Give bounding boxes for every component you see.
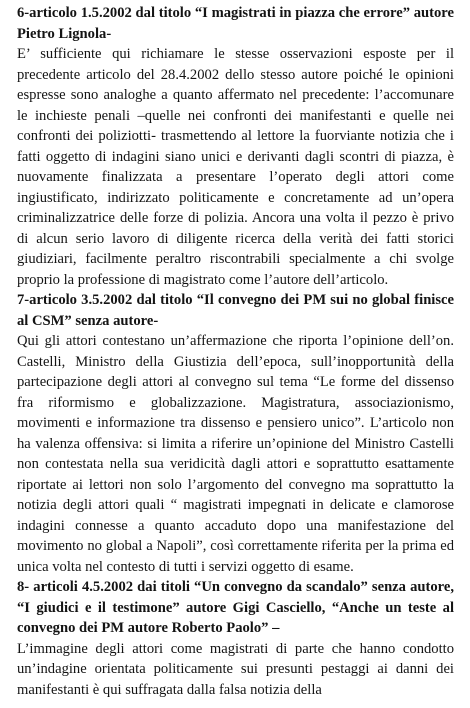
- section-heading: 8- articoli 4.5.2002 dai titoli “Un convegno da scandalo” senza autore, “I giudici e il testimone” autore Gigi Casciello, “Anche un teste al convegno dei PM autore Roberto Paolo” –: [17, 579, 454, 636]
- section-heading: 7-articolo 3.5.2002 dal titolo “Il convegno dei PM sui no global finisce al CSM” senza autore-: [17, 292, 454, 329]
- section-article-6: [17, 3, 454, 290]
- section-article-8: [17, 577, 454, 700]
- section-body: E’ sufficiente qui richiamare le stesse osservazioni esposte per il precedente articolo del 28.4.2002 dello stesso autore poiché le opinioni espresse sono analoghe a quanto affermato nel precedente: l’accomunare le inchieste penali –quelle nei confronti dei manifestanti e quelle nei confronti dei poliziotti- trasmettendo al lettore la fuorviante notizia che i fatti oggetto di indagini siano unici e derivanti dagli scontri di piazza, è nuovamente finalizzata a presentare l’operato degli attori come ingiustificato, indirizzato politicamente e concretamente ad un’opera criminalizzatrice delle forze di polizia. Ancora una volta il pezzo è privo di alcun serio lavoro di diligente ricerca della verità dei fatti storici giudiziari, facilmente peraltro riscontrabili specialmente a chi svolge proprio la professione di magistrato come l’autore dell’articolo.: [17, 46, 454, 288]
- section-body: Qui gli attori contestano un’affermazione che riporta l’opinione dell’on. Castelli, Ministro della Giustizia dell’epoca, sull’inopportunità della partecipazione degli attori al convegno sul tema “Le forme del dissenso fra riformismo e globalizzazione. Magistratura, associazionismo, movimenti e informazione tra dissenso e pensiero unico”. L’articolo non ha valenza offensiva: si limita a riferire un’opinione del Ministro Castelli non contestata nella sua veridicità dagli attori e soprattutto esattamente riportate ai lettori non solo l’argomento del convegno ma soprattutto la notizia degli attori quali “ magistrati impegnati in delicate e clamorose indagini connesse a quanto accaduto dopo una manifestazione del movimento no global a Napoli”, così correttamente riferita per la prima ed unica volta nel contesto di tutti i servizi oggetto di esame.: [17, 333, 454, 575]
- section-article-7: [17, 290, 454, 577]
- section-heading: 6-articolo 1.5.2002 dal titolo “I magistrati in piazza che errore” autore Pietro Lignola-: [17, 5, 454, 42]
- section-body: L’immagine degli attori come magistrati di parte che hanno condotto un’indagine orientata politicamente sui presunti pestaggi ai danni dei manifestanti è qui suffragata dalla falsa notizia della: [17, 640, 454, 698]
